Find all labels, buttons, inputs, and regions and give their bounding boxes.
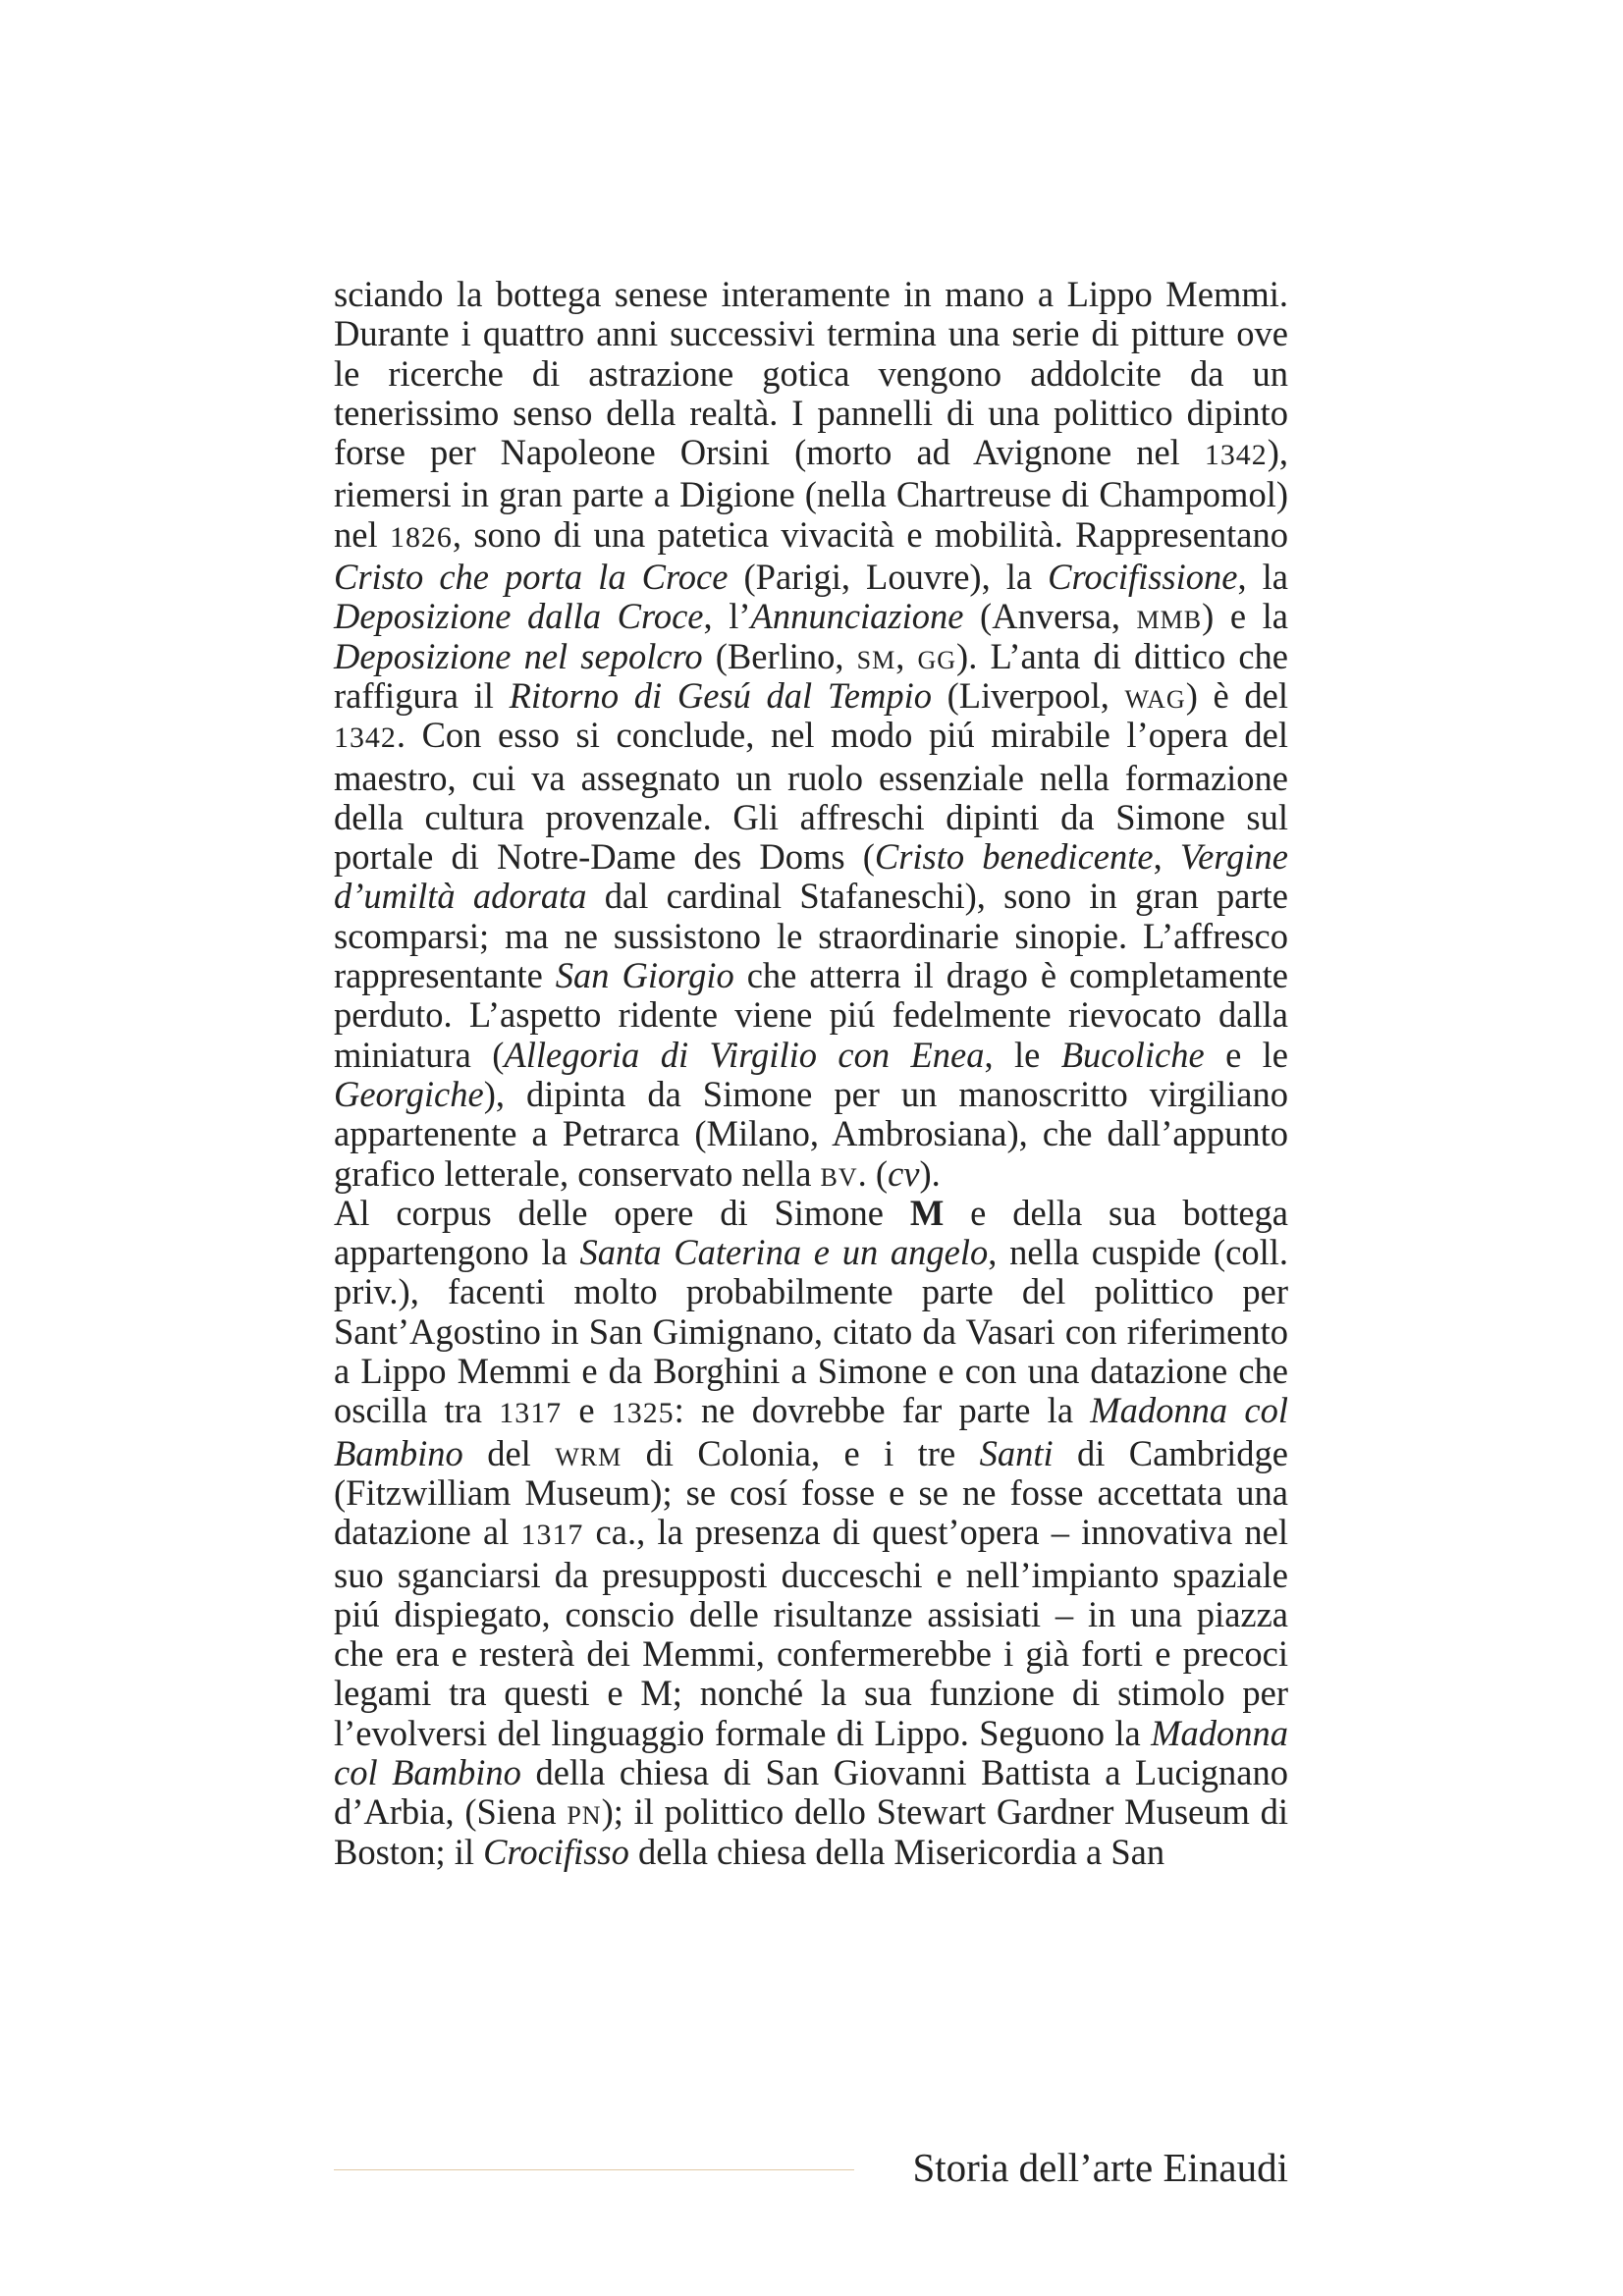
- italic-title: Ritorno di Gesú dal Tempio: [509, 674, 932, 716]
- text-run: sciando la bottega senese interamente in mano a Lippo Memmi. Durante i quattro anni successivi termina una serie di pitture ove le ricerche di astrazione gotica vengono addolcite da un tenerissimo senso della realtà. I pannelli di una polittico dipinto forse per Napoleone Orsini (morto ad Avignone nel: [334, 274, 1288, 473]
- text-run: della chiesa di San Giovanni Battista a Lucignano d’Arbia, (Siena: [334, 1751, 1289, 1833]
- year: 1317: [499, 1397, 563, 1430]
- italic-title: Cristo che porta la Croce: [334, 557, 729, 598]
- text-run: , la: [1237, 557, 1288, 598]
- italic-title: Vergine d’umiltà adorata: [334, 836, 1288, 917]
- italic-title: Santa Caterina e un angelo: [579, 1232, 989, 1273]
- text-run: e della sua bottega appartengono la: [334, 1192, 1288, 1273]
- text-run: di Cambridge (Fitzwilliam Museum); se cosí fosse e se ne fosse accettata una datazione al: [334, 1432, 1288, 1553]
- italic-title: Deposizione nel sepolcro: [334, 635, 703, 676]
- text-run: e: [562, 1390, 612, 1431]
- italic-title: Crocifissione: [1048, 557, 1238, 598]
- year: 1325: [611, 1397, 675, 1430]
- italic-title: cv: [888, 1152, 920, 1194]
- text-run: , l’: [703, 596, 751, 637]
- text-run: della chiesa della Misericordia a San: [628, 1831, 1165, 1872]
- text-run: ). L’anta di dittico che raffigura il: [334, 635, 1289, 716]
- italic-title: Georgiche: [334, 1073, 484, 1114]
- text-run: , le: [984, 1034, 1061, 1075]
- year: 1342: [1204, 439, 1268, 472]
- text-run: del: [462, 1432, 556, 1473]
- bold-initial: M: [909, 1192, 945, 1233]
- paragraph: [334, 1194, 1288, 1872]
- text-run: che atterra il drago è completamente perduto. L’aspetto ridente viene piú fedelmente rievocato dalla miniatura (: [334, 955, 1288, 1075]
- text-run: ); il polittico dello Stewart Gardner Museum di Boston; il: [334, 1791, 1288, 1872]
- body-text: [334, 275, 1288, 1872]
- text-run: ).: [919, 1152, 941, 1194]
- italic-title: Deposizione dalla Croce: [334, 596, 704, 637]
- text-run: . Con esso si conclude, nel modo piú mirabile l’opera del maestro, cui va assegnato un ruolo essenziale nella formazione della cultura provenzale. Gli affreschi dipinti da Simone sul portale di Notre-Dame des Doms (: [334, 715, 1288, 878]
- year: 1317: [520, 1519, 584, 1552]
- italic-title: Cristo benedicente: [874, 836, 1154, 878]
- abbreviation: sm: [856, 635, 896, 676]
- year: 1826: [389, 520, 453, 554]
- year: 1342: [334, 721, 397, 755]
- text-run: ) e la: [1202, 596, 1289, 637]
- text-run: , sono di una patetica vivacità e mobilità. Rappresentano: [452, 513, 1288, 555]
- text-run: ,: [1153, 836, 1180, 878]
- text-run: e le: [1204, 1034, 1289, 1075]
- abbreviation: bv: [820, 1152, 858, 1194]
- abbreviation: mmb: [1136, 596, 1203, 637]
- italic-title: Allegoria di Virgilio con Enea: [504, 1034, 985, 1075]
- text-run: ), riemersi in gran parte a Digione (nella Chartreuse di Champomol) nel: [334, 432, 1288, 555]
- text-run: (Liverpool,: [931, 674, 1125, 716]
- text-run: . (: [857, 1152, 889, 1194]
- italic-title: Madonna col Bambino: [334, 1390, 1289, 1473]
- italic-title: San Giorgio: [555, 955, 734, 996]
- text-run: , nella cuspide (coll. priv.), facenti molto probabilmente parte del polittico per Sant’Agostino in San Gimignano, citato da Vasari con riferimento a Lippo Memmi e da Borghini a Simone e con una datazione che oscilla tra: [334, 1232, 1288, 1431]
- text-run: Al corpus delle opere di Simone: [334, 1192, 910, 1233]
- italic-title: Annunciazione: [750, 596, 964, 637]
- footer-rule: [334, 2169, 854, 2170]
- text-run: ), dipinta da Simone per un manoscritto virgiliano appartenente a Petrarca (Milano, Ambrosiana), che dall’appunto grafico letterale, conservato nella: [334, 1073, 1288, 1194]
- text-run: (Berlino,: [702, 635, 857, 676]
- italic-title: Madonna col Bambino: [334, 1712, 1288, 1792]
- italic-title: Santi: [979, 1432, 1054, 1473]
- text-run: ca., la presenza di quest’opera – innovativa nel suo sganciarsi da presupposti ducceschi e nell’impianto spaziale piú dispiegato, conscio delle risultanze assisiati – in una piazza che era e resterà dei Memmi, confermerebbe i già forti e precoci legami tra questi e M; nonché la sua funzione di stimolo per l’evolversi del linguaggio formale di Lippo. Seguono la: [334, 1512, 1288, 1753]
- text-run: (Parigi, Louvre), la: [728, 557, 1049, 598]
- footer-publication-title: Storia dell’arte Einaudi: [912, 2145, 1288, 2190]
- paragraph: [334, 275, 1288, 1194]
- italic-title: Crocifisso: [483, 1831, 629, 1872]
- abbreviation: wag: [1124, 674, 1186, 716]
- text-run: ) è del: [1185, 674, 1288, 716]
- text-run: ,: [895, 635, 918, 676]
- italic-title: Bucoliche: [1060, 1034, 1205, 1075]
- text-run: : ne dovrebbe far parte la: [674, 1390, 1091, 1431]
- text-run: dal cardinal Stafaneschi), sono in gran parte scomparsi; ma ne sussistono le straordinarie sinopie. L’affresco rappresentante: [334, 876, 1288, 996]
- abbreviation: wrm: [555, 1432, 622, 1473]
- text-run: (Anversa,: [963, 596, 1137, 637]
- abbreviation: pn: [567, 1791, 602, 1833]
- text-run: di Colonia, e i tre: [622, 1432, 980, 1473]
- abbreviation: gg: [917, 635, 957, 676]
